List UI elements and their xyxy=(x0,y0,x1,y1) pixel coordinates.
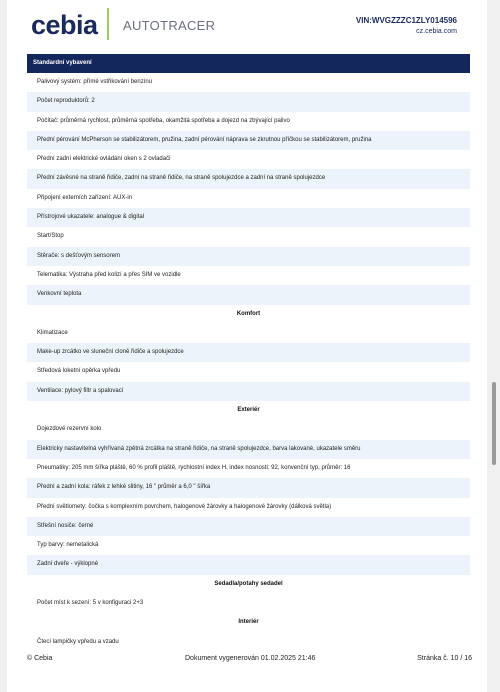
equipment-row: Make-up zrcátko ve sluneční cloně řidiče a spolujezdce xyxy=(27,343,470,362)
section-heading: Sedadla/potahy sedadel xyxy=(27,575,470,594)
equipment-row: Pneumatiky: 205 mm šířka pláště, 60 % profil pláště, rychlostní index H, index nosnosti: 92, konvenční typ, průměr: 16 xyxy=(27,459,470,478)
equipment-row: Telematika: Výstraha před kolizí a přes SIM ve vozidle xyxy=(27,266,470,285)
equipment-row: Start/Stop xyxy=(27,227,470,246)
equipment-row: Střešní nosiče: černé xyxy=(27,517,470,536)
equipment-row: Přístrojové ukazatele: analogue & digital xyxy=(27,208,470,227)
page-number: Stránka č. 10 / 16 xyxy=(417,655,472,662)
section-heading: Komfort xyxy=(27,305,470,324)
equipment-row: Čtecí lampičky vpředu a vzadu xyxy=(27,633,470,652)
equipment-row: Přední světlomety: čočka s komplexním povrchem, halogenové žárovky a halogenové žárovky (dálková světla) xyxy=(27,498,470,517)
equipment-row: Připojení externích zařízení: AUX-in xyxy=(27,189,470,208)
table-title: Standardní vybavení xyxy=(27,54,470,73)
equipment-row: Palivový systém: přímé vstřikování benzínu xyxy=(27,73,470,92)
equipment-row: Přední a zadní kola: ráfek z lehké slitiny, 16 " průměr a 6,0 " šířka xyxy=(27,478,470,497)
product-name: AUTOTRACER xyxy=(123,18,216,33)
section-heading: Interiér xyxy=(27,613,470,632)
equipment-row: Počet míst k sezení: 5 v konfiguraci 2+3 xyxy=(27,594,470,613)
scrollbar-thumb[interactable] xyxy=(492,382,496,465)
vin-number: VIN:WVGZZZC1ZLY014596 xyxy=(355,16,457,25)
equipment-row: Typ barvy: nemetalická xyxy=(27,536,470,555)
cebia-logo: cebia xyxy=(31,10,98,40)
report-header xyxy=(7,0,487,50)
equipment-row: Přední pérování McPherson se stabilizátorem, pružina, zadní pérování náprava se zkrutnou příčkou se stabilizátorem, pružina xyxy=(27,131,470,150)
logo-divider xyxy=(107,8,109,40)
equipment-row: Venkovní teplota xyxy=(27,285,470,304)
website-url: cz.cebia.com xyxy=(416,28,457,35)
equipment-row: Ventilace: pylový filtr a spalovací xyxy=(27,382,470,401)
section-heading: Exteriér xyxy=(27,401,470,420)
report-footer xyxy=(7,655,487,667)
equipment-row: Počítač: průměrná rychlost, průměrná spotřeba, okamžitá spotřeba a dojezd na zbývající palivo xyxy=(27,112,470,131)
equipment-row: Přední zadní elektrické ovládání oken s 2 ovladači xyxy=(27,150,470,169)
equipment-row: Elektricky nastavitelná vyhřívaná zpětná zrcátka na straně řidiče, na straně spolujezdce, barva lakované, ukazatele směru xyxy=(27,440,470,459)
equipment-row: Přední závěsné na straně řidiče, zadní na straně řidiče, na straně spolujezdce a zadní na straně spolujezdce xyxy=(27,169,470,188)
equipment-row: Dojezdové rezervní kolo xyxy=(27,420,470,439)
report-page xyxy=(7,0,487,692)
copyright: © Cebia xyxy=(27,655,53,662)
equipment-row: Stěrače: s dešťovým sensorem xyxy=(27,247,470,266)
generated-date: Dokument vygenerován 01.02.2025 21:46 xyxy=(185,655,316,662)
equipment-row: Počet reproduktorů: 2 xyxy=(27,92,470,111)
equipment-list xyxy=(27,73,470,652)
equipment-row: Středová loketní opěrka vpředu xyxy=(27,362,470,381)
equipment-row: Zadní dveře - výklopné xyxy=(27,555,470,574)
equipment-row: Klimatizace xyxy=(27,324,470,343)
